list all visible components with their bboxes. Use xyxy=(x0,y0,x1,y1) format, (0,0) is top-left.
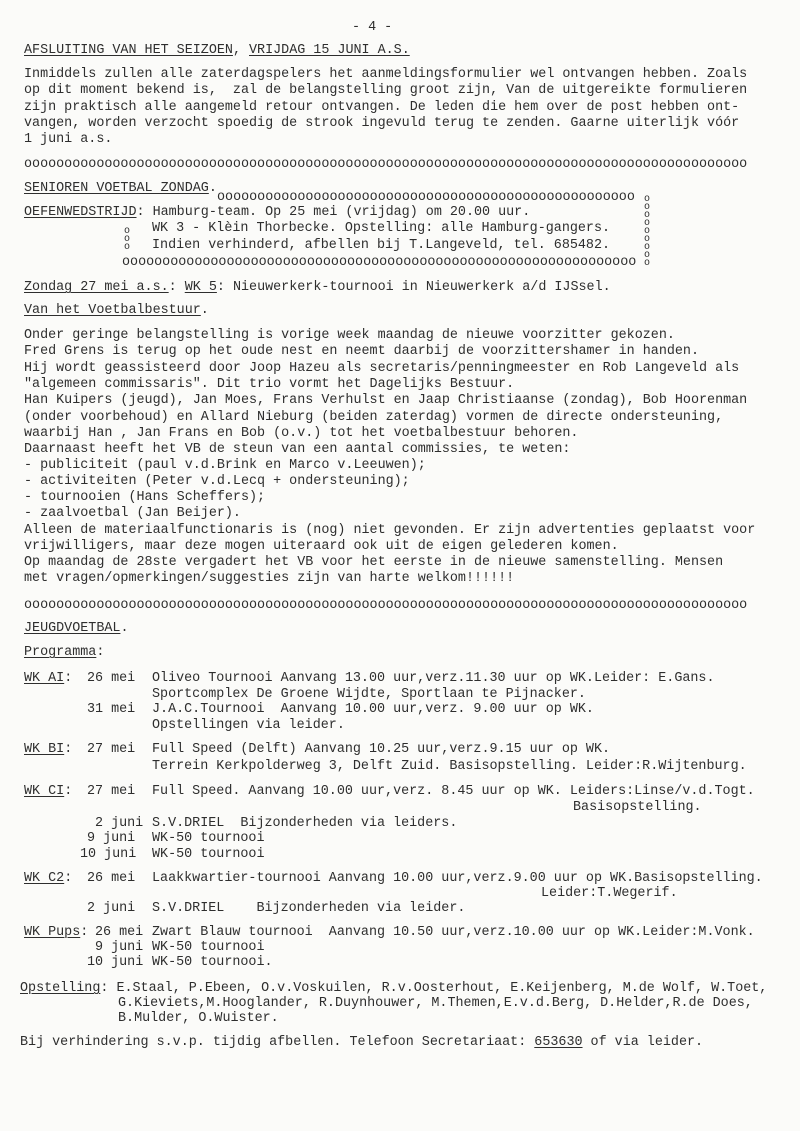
opstelling-players: E.Staal, P.Ebeen, O.v.Voskuilen, R.v.Oosterhout, E.Keijenberg, M.de Wolf, W.Toet, xyxy=(116,981,768,996)
paragraph-line: - activiteiten (Peter v.d.Lecq + ondersteuning); xyxy=(24,474,410,489)
oefen-line: Indien verhinderd, afbellen bij T.Langeveld, tel. 685482. xyxy=(152,238,611,253)
bestuur-heading xyxy=(24,303,209,318)
match-text: J.A.C.Tournooi Aanvang 10.00 uur,verz. 9.00 uur op WK. xyxy=(152,702,594,717)
oefen-text: : Hamburg-team. Op 25 mei (vrijdag) om 20.00 uur. xyxy=(136,205,531,220)
paragraph-line: op dit moment bekend is, zal de belangstelling groot zijn, Van de uitgereikte formulieren xyxy=(24,83,748,98)
team-label xyxy=(24,925,88,940)
team-colon: : xyxy=(80,925,89,940)
team-colon: : xyxy=(64,742,73,757)
team-name: WK BI xyxy=(24,742,65,757)
team-name: WK Pups xyxy=(24,925,81,940)
team-name: WK C2 xyxy=(24,871,65,886)
separator-line: oooooooooooooooooooooooooooooooooooooooooooooooooooooooooooooooooooooooooooooooooooooooooo xyxy=(24,157,748,172)
team-colon: : xyxy=(64,784,73,799)
zondag-line xyxy=(24,280,611,295)
match-text: WK-50 tournooi. xyxy=(152,955,273,970)
match-text: Sportcomplex De Groene Wijdte, Sportlaan te Pijnacker. xyxy=(152,687,586,702)
opstelling-label: Opstelling xyxy=(20,981,101,996)
match-text: Full Speed. Aanvang 10.00 uur,verz. 8.45 uur op WK. Leiders:Linse/v.d.Togt. xyxy=(152,784,755,799)
match-text: Laakkwartier-tournooi Aanvang 10.00 uur,verz.9.00 uur op WK.Basisopstelling. xyxy=(152,871,763,886)
paragraph-line: (onder voorbehoud) en Allard Nieburg (beiden zaterdag) vormen de directe ondersteuning, xyxy=(24,410,724,425)
match-date: 2 juni xyxy=(87,901,136,916)
paragraph-line: Inmiddels zullen alle zaterdagspelers het aanmeldingsformulier wel ontvangen hebben. Zoals xyxy=(24,67,748,82)
paragraph-line: - zaalvoetbal (Jan Beijer). xyxy=(24,506,241,521)
match-date: 26 mei xyxy=(87,671,136,686)
match-text: Basisopstelling. xyxy=(573,800,702,815)
team-name: WK AI xyxy=(24,671,65,686)
heading-part: VRIJDAG 15 JUNI A.S. xyxy=(249,43,410,58)
heading-text: JEUGDVOETBAL xyxy=(24,621,121,636)
match-text: WK-50 tournooi xyxy=(152,940,265,955)
paragraph-line: Han Kuipers (jeugd), Jan Moes, Frans Verhulst en Jaap Christiaanse (zondag), Bob Hoorenman xyxy=(24,393,748,408)
afsluiting-heading xyxy=(24,43,410,58)
team-label xyxy=(24,871,72,886)
heading-text: Programma xyxy=(24,645,97,660)
match-date: 27 mei xyxy=(87,742,136,757)
heading-text: Van het Voetbalbestuur xyxy=(24,303,201,318)
match-text: Full Speed (Delft) Aanvang 10.25 uur,verz.9.15 uur op WK. xyxy=(152,742,611,757)
opstelling-players: G.Kieviets,M.Hooglander, R.Duynhouwer, M.Themen,E.v.d.Berg, D.Helder,R.de Does, xyxy=(118,996,753,1011)
paragraph-line: - publiciteit (paul v.d.Brink en Marco v.Leeuwen); xyxy=(24,458,426,473)
box-bottom-border: oooooooooooooooooooooooooooooooooooooooooooooooooooooooooooooooo xyxy=(122,255,637,270)
separator-line: oooooooooooooooooooooooooooooooooooooooooooooooooooooooooooooooooooooooooooooooooooooooooo xyxy=(24,598,748,613)
opstelling-colon: : xyxy=(100,981,109,996)
match-text: S.V.DRIEL Bijzonderheden via leider. xyxy=(152,901,466,916)
heading-tail: . xyxy=(120,621,129,636)
page-number: - 4 - xyxy=(352,20,393,35)
oefen-line: WK 3 - Klèin Thorbecke. Opstelling: alle Hamburg-gangers. xyxy=(152,221,611,236)
zondag-text: : Nieuwerkerk-tournooi in Nieuwerkerk a/d IJSsel. xyxy=(216,280,611,295)
match-date: 26 mei xyxy=(87,871,136,886)
paragraph-line: Hij wordt geassisteerd door Joop Hazeu als secretaris/penningmeester en Rob Langeveld als xyxy=(24,361,740,376)
paragraph-line: Onder geringe belangstelling is vorige week maandag de nieuwe voorzitter gekozen. xyxy=(24,328,675,343)
match-date: 31 mei xyxy=(87,702,136,717)
match-date: 9 juni xyxy=(87,831,136,846)
paragraph-line: zijn praktisch alle aangemeld retour ontvangen. De leden die hem over de post hebben ont- xyxy=(24,100,740,115)
match-text: WK-50 tournooi xyxy=(152,831,265,846)
team-label xyxy=(24,784,72,799)
jeugd-heading xyxy=(24,621,128,636)
heading-tail: . xyxy=(208,181,217,196)
heading-tail: : xyxy=(96,645,105,660)
team-label xyxy=(24,671,72,686)
match-text: Terrein Kerkpolderweg 3, Delft Zuid. Basisopstelling. Leider:R.Wijtenburg. xyxy=(152,759,747,774)
zondag-team: WK 5 xyxy=(184,280,217,295)
oefen-label: OEFENWEDSTRIJD xyxy=(24,205,137,220)
match-date: 27 mei xyxy=(87,784,136,799)
zondag-sep: : xyxy=(168,280,185,295)
team-name: WK CI xyxy=(24,784,65,799)
match-text: S.V.DRIEL Bijzonderheden via leiders. xyxy=(152,816,458,831)
match-date: 9 juni xyxy=(95,940,144,955)
paragraph-line: vrijwilligers, maar deze mogen uiteraard ook uit de eigen gelederen komen. xyxy=(24,539,619,554)
heading-sep: , xyxy=(232,43,250,58)
paragraph-line: Alleen de materiaalfunctionaris is (nog) niet gevonden. Er zijn advertenties geplaatst voor xyxy=(24,523,756,538)
oefen-line xyxy=(24,205,530,220)
match-date: 26 mei xyxy=(95,925,144,940)
heading-text: SENIOREN VOETBAL ZONDAG xyxy=(24,181,209,196)
box-top-border: oooooooooooooooooooooooooooooooooooooooooooooooooooo xyxy=(217,190,635,205)
heading-tail: . xyxy=(200,303,209,318)
box-left-border: ooo xyxy=(124,226,131,253)
opstelling-players: B.Mulder, O.Wuister. xyxy=(118,1011,279,1026)
box-right-border: ooooooooo xyxy=(644,194,651,269)
opstelling-line xyxy=(20,981,767,996)
paragraph-line: waarbij Han , Jan Frans en Bob (o.v.) tot het voetbalbestuur behoren. xyxy=(24,426,579,441)
team-label xyxy=(24,742,72,757)
senioren-heading xyxy=(24,181,217,196)
match-text: Oliveo Tournooi Aanvang 13.00 uur,verz.11.30 uur op WK.Leider: E.Gans. xyxy=(152,671,715,686)
match-text: Leider:T.Wegerif. xyxy=(541,886,678,901)
heading-part: AFSLUITING VAN HET SEIZOEN xyxy=(24,43,233,58)
paragraph-line: Daarnaast heeft het VB de steun van een aantal commissies, te weten: xyxy=(24,442,571,457)
match-text: Opstellingen via leider. xyxy=(152,718,345,733)
match-date: 2 juni xyxy=(95,816,144,831)
programma-heading xyxy=(24,645,104,660)
paragraph-line: Fred Grens is terug op het oude nest en neemt daarbij de voorzittershamer in handen. xyxy=(24,344,699,359)
paragraph-line: - tournooien (Hans Scheffers); xyxy=(24,490,266,505)
match-text: WK-50 tournooi xyxy=(152,847,265,862)
footer-line xyxy=(20,1035,703,1050)
match-date: 10 juni xyxy=(80,847,137,862)
paragraph-line: 1 juni a.s. xyxy=(24,132,113,147)
team-colon: : xyxy=(64,871,73,886)
match-text: Zwart Blauw tournooi Aanvang 10.50 uur,verz.10.00 uur op WK.Leider:M.Vonk. xyxy=(152,925,755,940)
match-date: 10 juni xyxy=(87,955,144,970)
paragraph-line: "algemeen commissaris". Dit trio vormt het Dagelijks Bestuur. xyxy=(24,377,515,392)
paragraph-line: Op maandag de 28ste vergadert het VB voor het eerste in de nieuwe samenstelling. Mensen xyxy=(24,555,724,570)
zondag-date: Zondag 27 mei a.s. xyxy=(24,280,169,295)
team-colon: : xyxy=(64,671,73,686)
footer-text: of via leider. xyxy=(582,1035,704,1050)
footer-text: Bij verhindering s.v.p. tijdig afbellen. Telefoon Secretariaat: xyxy=(20,1035,535,1050)
paragraph-line: vangen, worden verzocht spoedig de strook ingevuld terug te zenden. Gaarne uiterlijk vóór xyxy=(24,116,740,131)
secretariaat-phone: 653630 xyxy=(534,1035,583,1050)
paragraph-line: met vragen/opmerkingen/suggesties zijn van harte welkom!!!!!! xyxy=(24,571,515,586)
